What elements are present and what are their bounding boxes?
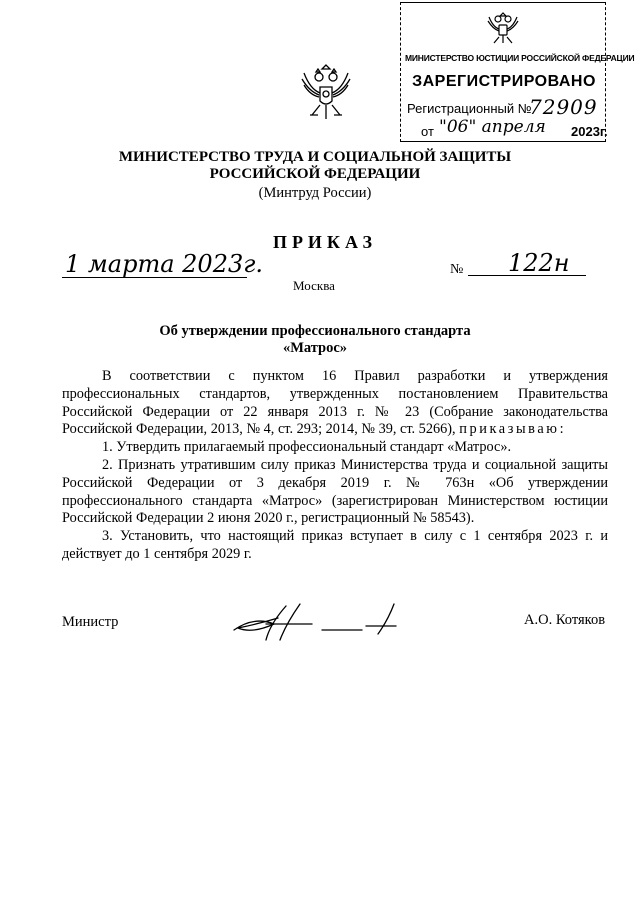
ministry-name-line2: РОССИЙСКОЙ ФЕДЕРАЦИИ (209, 166, 421, 182)
stamp-date-prefix: от (421, 124, 434, 139)
stamp-ministry-name: МИНИСТЕРСТВО ЮСТИЦИИ РОССИЙСКОЙ ФЕДЕРАЦИИ (405, 53, 635, 63)
signer-title: Министр (62, 614, 119, 630)
stamp-coat-of-arms-icon (486, 9, 520, 47)
coat-of-arms-icon (300, 63, 352, 125)
signer-name: А.О. Котяков (524, 612, 606, 628)
order-subject-line1: Об утверждении профессионального стандарта (159, 323, 471, 339)
order-body (62, 368, 608, 564)
stamp-regno-label: Регистрационный № (407, 101, 532, 116)
order-subject-line2: «Матрос» (282, 340, 348, 356)
stamp-date-suffix: 2023г. (571, 124, 608, 139)
order-city: Москва (293, 278, 335, 293)
body-paragraph-3: 3. Установить, что настоящий приказ вступает в силу с 1 сентября 2023 г. и действует до 1 сентября 2029 г. (62, 528, 608, 562)
handwritten-signature (226, 600, 406, 645)
body-paragraph-1: 1. Утвердить прилагаемый профессиональный стандарт «Матрос». (102, 439, 512, 456)
order-date: 1 марта 2023г. (65, 250, 263, 278)
ministry-name-line1: МИНИСТЕРСТВО ТРУДА И СОЦИАЛЬНОЙ ЗАЩИТЫ (118, 149, 512, 165)
order-number-label: № (450, 262, 464, 277)
body-paragraph-2: 2. Признать утратившим силу приказ Министерства труда и социальной защиты Российской Федерации от 3 декабря 2019 г. № 763н «Об утверждении профессионального стандарта «Матрос» (зарегистрирован Министерством юстиции Российской Федерации 2 июня 2020 г., регистрационный № 58543). (62, 456, 608, 527)
order-title: ПРИКАЗ (272, 232, 378, 252)
registration-stamp (400, 2, 635, 142)
stamp-registered-label: ЗАРЕГИСТРИРОВАНО (412, 73, 596, 90)
stamp-date-value: "06" апреля (439, 117, 546, 137)
order-word: приказываю: (459, 421, 567, 438)
ministry-short-name: (Минтруд России) (258, 185, 372, 201)
body-paragraph-preamble (62, 368, 608, 439)
stamp-regno-value: 72909 (529, 95, 598, 119)
preamble-text: В соответствии с пунктом 16 Правил разработки и утверждения профессиональных стандартов, утвержденных постановлением Правительства Российской Федерации от 22 января 2013 г. № 23 (Собрание законодательства Российской Федерации, 2013, № 4, ст. 293; 2014, № 39, ст. 5266), (62, 368, 608, 438)
order-number-value: 122н (508, 249, 570, 277)
